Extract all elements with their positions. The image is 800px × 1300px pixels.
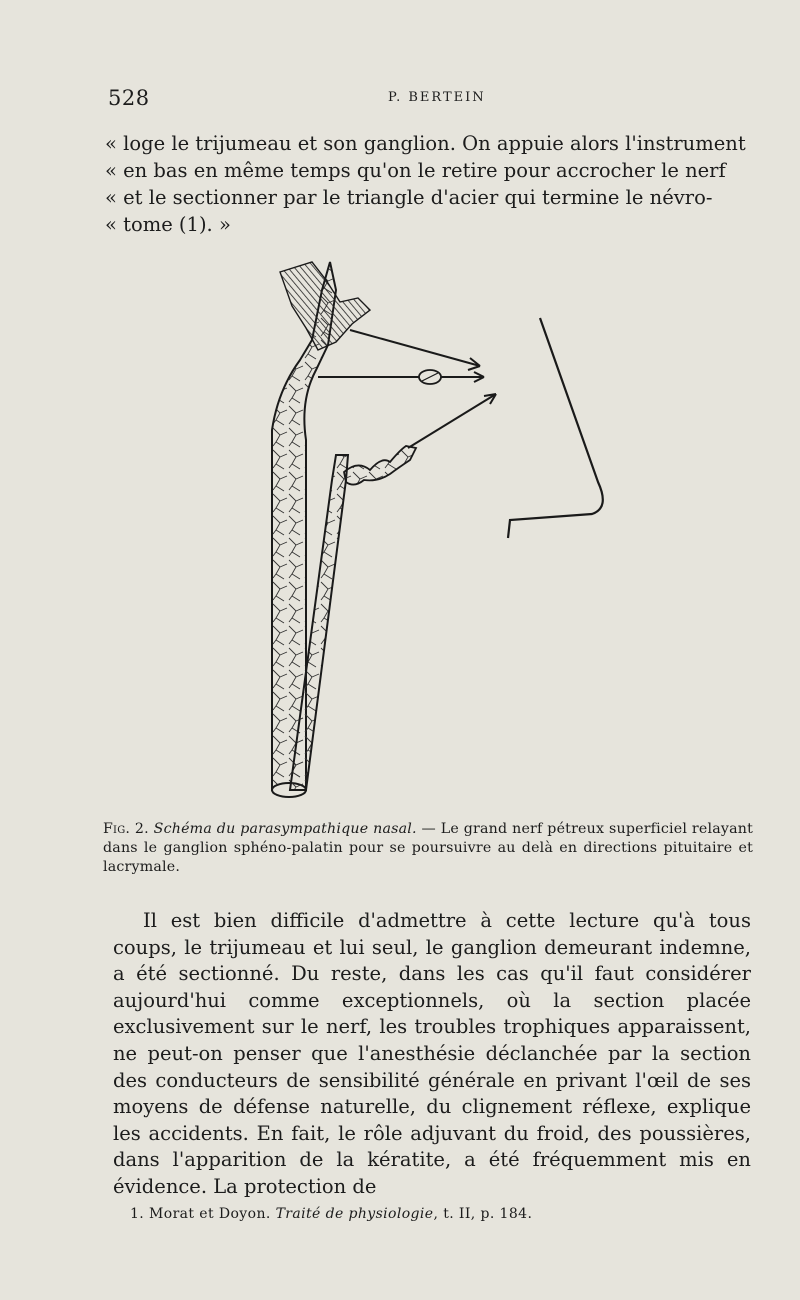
quote-line: « et le sectionner par le triangle d'acier qui termine le névro- bbox=[105, 186, 713, 209]
ganglion-mass bbox=[280, 262, 370, 350]
nerve-schematic-drawing bbox=[240, 250, 640, 810]
quote-line: « loge le trijumeau et son ganglion. On appuie alors l'instrument bbox=[105, 132, 746, 155]
body-text: Il est bien difficile d'admettre à cette lecture qu'à tous coups, le trijumeau et lui seul, le ganglion demeurant indemne, a été sectionné. Du reste, dans les cas qu'il faut considérer aujourd'hui comme exceptionnels, où la section placée exclusivement sur le nerf, les troubles trophiques apparaissent, ne peut-on penser que l'anesthésie déclanchée par la section des conducteurs de sensibilité générale en privant l'œil de ses moyens de défense naturelle, du clignement réflexe, explique les accidents. En fait, le rôle adjuvant du froid, des poussières, dans l'apparition de la kératite, a été fréquemment mis en évidence. La protection de bbox=[113, 909, 751, 1198]
caption-label: Fig. 2. bbox=[103, 821, 149, 837]
quote-line: « en bas en même temps qu'on le retire pour accrocher le nerf bbox=[105, 159, 726, 182]
nose-outline bbox=[508, 318, 603, 538]
footnote-prefix: 1. Morat et Doyon. bbox=[130, 1206, 276, 1222]
running-head: P. BERTEIN bbox=[388, 90, 486, 105]
footnote-title: Traité de physiologie bbox=[275, 1206, 434, 1222]
page-number: 528 bbox=[108, 86, 150, 110]
quoted-passage bbox=[105, 130, 751, 238]
footnote-suffix: , t. II, p. 184. bbox=[433, 1206, 533, 1222]
body-paragraph bbox=[113, 908, 751, 1201]
figure-caption bbox=[103, 820, 753, 877]
nerve-schematic-figure bbox=[240, 250, 640, 810]
page-header bbox=[108, 86, 748, 116]
caption-text: — Le grand nerf pétreux superficiel relayant dans le ganglion sphéno-palatin pour se poursuivre au delà en directions pituitaire et lacrymale. bbox=[103, 821, 753, 875]
quote-line: « tome (1). » bbox=[105, 213, 231, 236]
footnote bbox=[130, 1206, 750, 1222]
caption-title: Schéma du parasympathique nasal. bbox=[153, 821, 417, 837]
